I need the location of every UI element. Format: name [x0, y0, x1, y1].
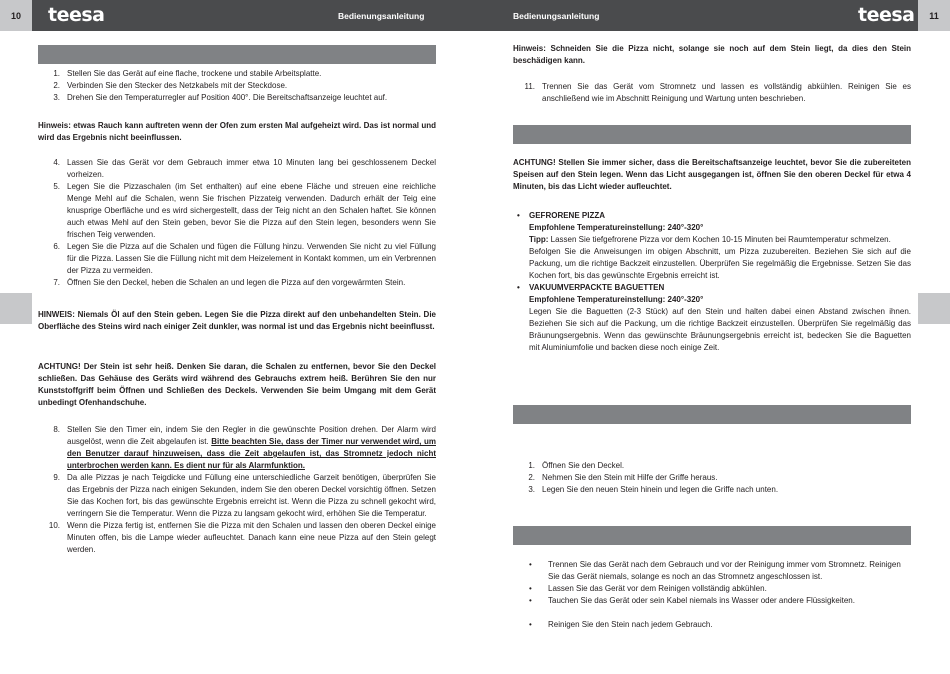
header-bar [0, 0, 950, 31]
timer-note: Bitte beachten Sie, dass der Timer nur verwendet wird, um den Benutzer darauf hinzuweisen, dass die Zeit abgelaufen ist, das Stromnetz jedoch nicht unterbrochen werden kann. Es dient nur für als Alarmfunktion. [67, 437, 436, 470]
note-oil: HINWEIS: Niemals Öl auf den Stein geben. Legen Sie die Pizza direkt auf den unbehandelten Stein. Die Oberfläche des Steins wird nach einiger Zeit dunkler, was normal ist und das Ergebnis nicht beeinflusst. [38, 310, 436, 331]
list-item: • Tauchen Sie das Gerät oder sein Kabel niemals ins Wasser oder andere Flüssigkeiten. [529, 596, 855, 605]
cleaning-list [513, 559, 911, 631]
side-tab-left [0, 293, 32, 324]
note-smoke: Hinweis: etwas Rauch kann auftreten wenn der Ofen zum ersten Mal aufgeheizt wird. Das ist normal und wird das Ergebnis nicht beeinflussen. [38, 121, 436, 142]
frozen-pizza-body: Befolgen Sie die Anweisungen im obigen Abschnitt, um Pizza zuzubereiten. Beziehen Sie sich auf die Packung, um die richtige Backzeit einzustellen. Überprüfen Sie regelmäßig die Ergebnisse. Setzen Sie das Kochen fort, bis das gewünschte Ergebnis erreicht ist. [529, 247, 911, 280]
section-bar-right-2 [513, 405, 911, 424]
warning-indicator: ACHTUNG! Stellen Sie immer sicher, dass die Bereitschaftsanzeige leuchtet, bevor Sie die zubereiteten Speisen auf den Stein legen. Wenn das Licht ausgegangen ist, öffnen Sie den oberen Deckel für etwa 4 Minuten, bis das Licht wieder aufleuchtet. [513, 158, 911, 191]
header-title-left: Bedienungsanleitung [338, 11, 425, 21]
list-item: • VAKUUMVERPACKTE BAGUETTEN Empfohlene Temperatureinstellung: 240°-320° Legen Sie die Baguetten (2-3 Stück) auf den Stein und halten dabei einen Abstand zwischen ihnen. Beziehen Sie sich auf die Packung, um die richtige Backzeit einzustellen. Überprüfen Sie regelmäßig das Bräunungsergebnis. Wenn das gewünschte Bräunungsergebnis erreicht ist, bedecken Sie die Baguetten mit Aluminiumfolie und backen diese noch einige Zeit. [517, 283, 911, 352]
step-11-list [513, 81, 911, 105]
list-item: 2. Nehmen Sie den Stein mit Hilfe der Griffe heraus. [528, 473, 718, 482]
header-title-right: Bedienungsanleitung [513, 11, 600, 21]
list-item: 10. Wenn die Pizza fertig ist, entfernen Sie die Pizza mit den Schalen und lassen den oberen Deckel einige Minuten offen, bis die Lampe wieder aufleuchtet. Danach kann eine neue Pizza auf den Stein gelegt werden. [48, 521, 436, 554]
list-item: • GEFRORENE PIZZA Empfohlene Temperatureinstellung: 240°-320° Tipp: Lassen Sie tiefgefrorene Pizza vor dem Kochen 10-15 Minuten bei Raumtemperatur schmelzen. Befolgen Sie die Anweisungen im obigen Abschnitt, um Pizza zuzubereiten. Beziehen Sie sich auf die Packung, um die richtige Backzeit einzustellen. Überprüfen Sie regelmäßig die Ergebnisse. Setzen Sie das Kochen fort, bis das gewünschte Ergebnis erreicht ist. [517, 211, 911, 280]
warning-hot-stone: ACHTUNG! Der Stein ist sehr heiß. Denken Sie daran, die Schalen zu entfernen, bevor Sie den Deckel schließen. Das Gehäuse des Geräts wird während des Gebrauchs extrem heiß. Berühren Sie den nur Kunststoffgriff beim Öffnen und Schließen des Deckels. Verwenden Sie beim Umgang mit dem Gerät unbedingt Ofenhandschuhe. [38, 362, 436, 407]
list-item: 8. Stellen Sie den Timer ein, indem Sie den Regler in die gewünschte Position drehen. Der Alarm wird ausgelöst, wenn die Zeit abgelaufen ist. Bitte beachten Sie, dass der Timer nur verwendet wird, um den Benutzer darauf hinzuweisen, dass die Zeit abgelaufen ist, das Stromnetz jedoch nicht unterbrochen werden kann. Es dient nur für als Alarmfunktion. [53, 425, 436, 470]
list-item: 4. Lassen Sie das Gerät vor dem Gebrauch immer etwa 10 Minuten lang bei geschlossenem Deckel vorheizen. [53, 158, 436, 179]
brand-logo-left: teesa [48, 4, 105, 26]
frozen-pizza-title: GEFRORENE PIZZA [529, 211, 606, 220]
baguette-temp: Empfohlene Temperatureinstellung: 240°-320° [529, 295, 704, 304]
section-bar-right-1 [513, 125, 911, 144]
page-number-right: 11 [918, 0, 950, 31]
list-item: 3. Drehen Sie den Temperaturregler auf Position 400°. Die Bereitschaftsanzeige leuchtet auf. [53, 93, 388, 102]
list-item: 5. Legen Sie die Pizzaschalen (im Set enthalten) auf eine ebene Fläche und streuen eine reichliche Menge Mehl auf die Schalen, wenn Sie frischen Pizzateig verwenden. Dadurch erhält der Teig eine knusprige Oberfläche und es wird sichergestellt, dass der Teig nicht an den Schalen haftet. Sie können auch etwas Mehl auf den Stein geben, bevor Sie die Pizza auf den Stein legen, besonders wenn Sie frischen Teig verwenden. [53, 182, 436, 239]
frozen-pizza-temp: Empfohlene Temperatureinstellung: 240°-320° [529, 223, 704, 232]
page-number-left: 10 [0, 0, 32, 31]
section-bar-left [38, 45, 436, 64]
list-item: 1. Stellen Sie das Gerät auf eine flache, trockene und stabile Arbeitsplatte. [53, 69, 322, 78]
baguette-body: Legen Sie die Baguetten (2-3 Stück) auf den Stein und halten dabei einen Abstand zwischen ihnen. Beziehen Sie sich auf die Packung, um die richtige Backzeit einzustellen. Überprüfen Sie regelmäßig das Bräunungsergebnis. Wenn das gewünschte Bräunungsergebnis erreicht ist, bedecken Sie die Baguetten mit Aluminiumfolie und backen diese noch einige Zeit. [529, 307, 911, 352]
list-item: 2. Verbinden Sie den Stecker des Netzkabels mit der Steckdose. [53, 81, 288, 90]
list-item: 7. Öffnen Sie den Deckel, heben die Schalen an und legen die Pizza auf den vorgewärmten Stein. [53, 278, 406, 287]
frozen-pizza-section [513, 210, 911, 354]
list-item: • Reinigen Sie den Stein nach jedem Gebrauch. [529, 620, 713, 629]
note-cutting: Hinweis: Schneiden Sie die Pizza nicht, solange sie noch auf dem Stein liegt, da dies den Stein beschädigen kann. [513, 44, 911, 65]
list-item: • Lassen Sie das Gerät vor dem Reinigen vollständig abkühlen. [529, 584, 767, 593]
list-item: 3. Legen Sie den neuen Stein hinein und legen die Griffe nach unten. [528, 485, 779, 494]
steps-list-b [38, 157, 436, 289]
brand-logo-right: teesa [858, 4, 915, 26]
list-item: 11. Trennen Sie das Gerät vom Stromnetz und lassen es vollständig abkühlen. Reinigen Sie es anschließend wie im Abschnitt Reinigung und Wartung unten beschrieben. [524, 82, 911, 103]
list-item: 9. Da alle Pizzas je nach Teigdicke und Füllung eine unterschiedliche Garzeit benötigen, überprüfen Sie das Ergebnis der Pizza nach einigen Sekunden, indem Sie den oberen Deckel vorsichtig öffnen. Setzen Sie das Kochen fort, bis das gewünschte Ergebnis erreicht ist. Wenn die Pizza zu schnell gekocht wird, verringern Sie die Temperatur. Wenn die Pizza zu langsam gekocht wird, erhöhen Sie die Temperatur. [53, 473, 436, 518]
list-item: 6. Legen Sie die Pizza auf die Schalen und fügen die Füllung hinzu. Verwenden Sie nicht zu viel Füllung für die Pizza. Lassen Sie die Füllung nicht mit dem Heizelement in Kontakt kommen, um ein Verbrennen der Pizza zu vermeiden. [53, 242, 436, 275]
baguette-title: VAKUUMVERPACKTE BAGUETTEN [529, 283, 665, 292]
list-item: 1. Öffnen Sie den Deckel. [528, 461, 625, 470]
stone-replace-list [513, 460, 911, 496]
section-bar-right-3 [513, 526, 911, 545]
side-tab-right [918, 293, 950, 324]
steps-list-c [38, 424, 436, 556]
steps-list-a [38, 68, 436, 104]
list-item: • Trennen Sie das Gerät nach dem Gebrauch und vor der Reinigung immer vom Stromnetz. Reinigen Sie das Gerät niemals, solange es noch an das Stromnetz angeschlossen ist. [529, 560, 901, 581]
